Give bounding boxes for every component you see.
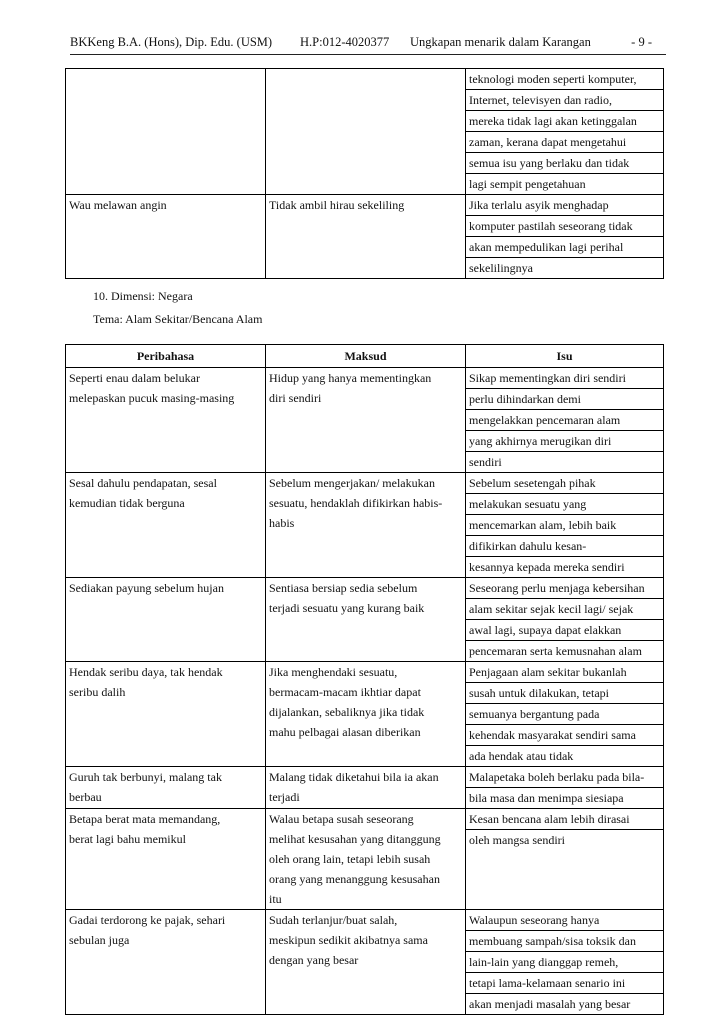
cell-maksud bbox=[266, 809, 466, 910]
table-row bbox=[66, 662, 664, 767]
cell-line: Tidak ambil hirau sekeliling bbox=[269, 198, 405, 212]
cell-line: kesannya kepada mereka sendiri bbox=[469, 560, 625, 574]
cell-line: susah untuk dilakukan, tetapi bbox=[466, 683, 663, 704]
cell-peribahasa bbox=[66, 578, 266, 662]
cell-peribahasa bbox=[66, 910, 266, 1015]
cell-line: perlu dihindarkan demi bbox=[466, 389, 663, 410]
cell-line: Walaupun seseorang hanya bbox=[466, 910, 663, 931]
cell-isu bbox=[466, 767, 664, 809]
cell-peribahasa bbox=[66, 473, 266, 578]
cell-isu bbox=[466, 368, 664, 473]
cell-peribahasa bbox=[66, 69, 266, 195]
cell-line: dengan yang besar bbox=[269, 953, 359, 967]
cell-line: oleh orang lain, tetapi lebih susah bbox=[269, 852, 431, 866]
table-row bbox=[66, 195, 664, 279]
cell-line: Seperti enau dalam belukar bbox=[69, 371, 200, 385]
cell-line: Gadai terdorong ke pajak, sehari bbox=[69, 913, 226, 927]
cell-line: oleh mangsa sendiri bbox=[469, 833, 565, 847]
cell-line: Walau betapa susah seseorang bbox=[269, 812, 414, 826]
cell-line: Sebelum sesetengah pihak bbox=[466, 473, 663, 494]
cell-line: Malapetaka boleh berlaku pada bila- bbox=[466, 767, 663, 788]
cell-line: Sesal dahulu pendapatan, sesal bbox=[69, 476, 217, 490]
column-header-maksud: Maksud bbox=[266, 345, 466, 368]
cell-line: Seseorang perlu menjaga kebersihan bbox=[466, 578, 663, 599]
cell-line: zaman, kerana dapat mengetahui bbox=[466, 132, 663, 153]
cell-line: melakukan sesuatu yang bbox=[466, 494, 663, 515]
cell-line: alam sekitar sejak kecil lagi/ sejak bbox=[466, 599, 663, 620]
cell-line: semua isu yang berlaku dan tidak bbox=[466, 153, 663, 174]
table-row bbox=[66, 809, 664, 910]
cell-line: bila masa dan menimpa siesiapa bbox=[469, 791, 624, 805]
cell-line: membuang sampah/sisa toksik dan bbox=[466, 931, 663, 952]
cell-line: kehendak masyarakat sendiri sama bbox=[466, 725, 663, 746]
cell-line: tetapi lama-kelamaan senario ini bbox=[466, 973, 663, 994]
cell-line: Guruh tak berbunyi, malang tak bbox=[69, 770, 222, 784]
cell-line: mahu pelbagai alasan diberikan bbox=[269, 725, 421, 739]
cell-line: teknologi moden seperti komputer, bbox=[466, 69, 663, 90]
cell-line: pencemaran serta kemusnahan alam bbox=[469, 644, 642, 658]
page-header bbox=[70, 30, 666, 55]
cell-isu bbox=[466, 69, 664, 195]
cell-line: akan menjadi masalah yang besar bbox=[469, 997, 631, 1011]
cell-line: Betapa berat mata memandang, bbox=[69, 812, 221, 826]
cell-line: semuanya bergantung pada bbox=[466, 704, 663, 725]
cell-line: difikirkan dahulu kesan- bbox=[466, 536, 663, 557]
cell-line: terjadi sesuatu yang kurang baik bbox=[269, 601, 425, 615]
cell-peribahasa bbox=[66, 767, 266, 809]
cell-maksud bbox=[266, 473, 466, 578]
cell-line: mengelakkan pencemaran alam bbox=[466, 410, 663, 431]
cell-line: Sentiasa bersiap sedia sebelum bbox=[269, 581, 418, 595]
cell-isu bbox=[466, 662, 664, 767]
cell-line: orang yang menanggung kesusahan bbox=[269, 872, 440, 886]
cell-line: mereka tidak lagi akan ketinggalan bbox=[466, 111, 663, 132]
cell-line: Internet, televisyen dan radio, bbox=[466, 90, 663, 111]
cell-line: ada hendak atau tidak bbox=[469, 749, 574, 763]
header-author: BKKeng B.A. (Hons), Dip. Edu. (USM) bbox=[70, 35, 273, 49]
cell-line: sekelilingnya bbox=[469, 261, 533, 275]
cell-peribahasa bbox=[66, 662, 266, 767]
column-header-isu: Isu bbox=[466, 345, 664, 368]
cell-line: Sikap mementingkan diri sendiri bbox=[466, 368, 663, 389]
table-row bbox=[66, 767, 664, 809]
proverb-table-continued bbox=[65, 68, 664, 279]
section-dimension: 10. Dimensi: Negara bbox=[93, 289, 193, 303]
cell-maksud bbox=[266, 195, 466, 279]
table-row bbox=[66, 69, 664, 195]
cell-peribahasa bbox=[66, 195, 266, 279]
cell-maksud bbox=[266, 368, 466, 473]
cell-line: Malang tidak diketahui bila ia akan bbox=[269, 770, 439, 784]
table-row bbox=[66, 578, 664, 662]
cell-line: meskipun sedikit akibatnya sama bbox=[269, 933, 428, 947]
cell-line: berat lagi bahu memikul bbox=[69, 832, 186, 846]
cell-line: akan mempedulikan lagi perihal bbox=[466, 237, 663, 258]
column-header-peribahasa: Peribahasa bbox=[66, 345, 266, 368]
cell-line: seribu dalih bbox=[69, 685, 126, 699]
cell-line: Jika menghendaki sesuatu, bbox=[269, 665, 398, 679]
cell-maksud bbox=[266, 767, 466, 809]
cell-line: Sebelum mengerjakan/ melakukan bbox=[269, 476, 435, 490]
table-row bbox=[66, 473, 664, 578]
cell-line: Hidup yang hanya mementingkan bbox=[269, 371, 432, 385]
cell-maksud bbox=[266, 910, 466, 1015]
cell-maksud bbox=[266, 578, 466, 662]
cell-line: lain-lain yang dianggap remeh, bbox=[466, 952, 663, 973]
cell-line: mencemarkan alam, lebih baik bbox=[466, 515, 663, 536]
table-row bbox=[66, 910, 664, 1015]
cell-line: kemudian tidak berguna bbox=[69, 496, 185, 510]
cell-line: terjadi bbox=[269, 790, 300, 804]
cell-line: sendiri bbox=[469, 455, 502, 469]
cell-isu bbox=[466, 910, 664, 1015]
table-row bbox=[66, 368, 664, 473]
cell-peribahasa bbox=[66, 809, 266, 910]
cell-line: Hendak seribu daya, tak hendak bbox=[69, 665, 223, 679]
cell-line: awal lagi, supaya dapat elakkan bbox=[466, 620, 663, 641]
cell-isu bbox=[466, 473, 664, 578]
cell-line: Sudah terlanjur/buat salah, bbox=[269, 913, 398, 927]
cell-line: Kesan bencana alam lebih dirasai bbox=[466, 809, 663, 830]
cell-isu bbox=[466, 195, 664, 279]
cell-maksud bbox=[266, 662, 466, 767]
cell-maksud bbox=[266, 69, 466, 195]
cell-line: Jika terlalu asyik menghadap bbox=[466, 195, 663, 216]
cell-line: komputer pastilah seseorang tidak bbox=[466, 216, 663, 237]
cell-line: dijalankan, sebaliknya jika tidak bbox=[269, 705, 425, 719]
section-theme: Tema: Alam Sekitar/Bencana Alam bbox=[93, 312, 263, 326]
cell-line: melihat kesusahan yang ditanggung bbox=[269, 832, 441, 846]
cell-line: Penjagaan alam sekitar bukanlah bbox=[466, 662, 663, 683]
cell-line: itu bbox=[269, 892, 282, 906]
header-page-number: - 9 - bbox=[631, 35, 652, 49]
cell-line: Sediakan payung sebelum hujan bbox=[69, 581, 224, 595]
cell-line: sebulan juga bbox=[69, 933, 130, 947]
cell-line: Wau melawan angin bbox=[69, 198, 167, 212]
header-title: Ungkapan menarik dalam Karangan bbox=[410, 35, 591, 49]
cell-isu bbox=[466, 578, 664, 662]
cell-peribahasa bbox=[66, 368, 266, 473]
cell-isu bbox=[466, 809, 664, 910]
cell-line: berbau bbox=[69, 790, 102, 804]
table-header-row bbox=[66, 345, 664, 368]
cell-line: lagi sempit pengetahuan bbox=[469, 177, 586, 191]
cell-line: diri sendiri bbox=[269, 391, 322, 405]
proverb-table-environment bbox=[65, 344, 664, 1015]
cell-line: habis bbox=[269, 516, 295, 530]
cell-line: bermacam-macam ikhtiar dapat bbox=[269, 685, 421, 699]
header-phone: H.P:012-4020377 bbox=[300, 35, 390, 49]
cell-line: sesuatu, hendaklah difikirkan habis- bbox=[269, 496, 443, 510]
cell-line: yang akhirnya merugikan diri bbox=[466, 431, 663, 452]
cell-line: melepaskan pucuk masing-masing bbox=[69, 391, 235, 405]
